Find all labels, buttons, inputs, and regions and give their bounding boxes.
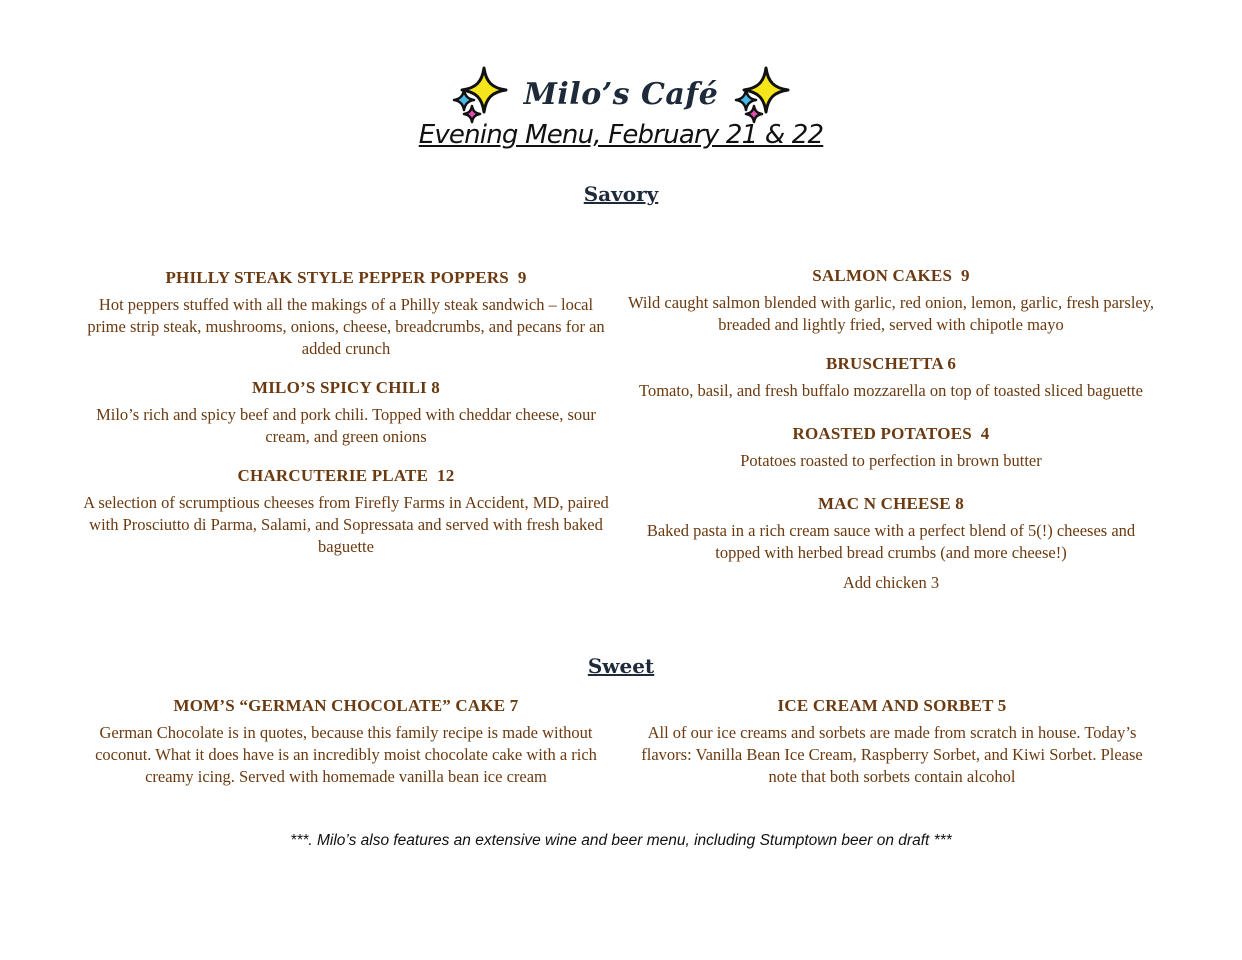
section-title-savory: Savory [583,182,659,206]
item-name: CHARCUTERIE PLATE 12 [237,466,455,485]
item-name: MAC N CHEESE 8 [818,494,964,513]
item-description: All of our ice creams and sorbets are made from scratch in house. Today’s flavors: Vanilla Bean Ice Cream, Raspberry Sorbet, and Kiwi Sorbet. Please note that both sorbets contain alcohol [641,723,1143,786]
item-description: Tomato, basil, and fresh buffalo mozzarella on top of toasted sliced baguette [639,381,1143,400]
sweet-left-column [82,696,610,802]
menu-item [82,696,610,788]
item-name: SALMON CAKES 9 [812,266,970,285]
item-description: Wild caught salmon blended with garlic, red onion, lemon, garlic, fresh parsley, breaded and lightly fried, served with chipotle mayo [627,293,1155,334]
footer-note: ***. Milo’s also features an extensive wine and beer menu, including Stumptown beer on draft *** [290,832,952,849]
menu-item [626,354,1156,402]
menu-item [82,268,610,360]
item-description: Baked pasta in a rich cream sauce with a perfect blend of 5(!) cheeses and topped with herbed bread crumbs (and more cheese!) [646,521,1136,562]
sparkles-icon [732,64,792,124]
item-description: German Chocolate is in quotes, because this family recipe is made without coconut. What it does have is an incredibly moist chocolate cake with a rich creamy icing. Served with homemade vanilla bean ice cream [95,723,597,786]
item-name: PHILLY STEAK STYLE PEPPER POPPERS 9 [165,268,527,287]
item-description: Potatoes roasted to perfection in brown butter [740,451,1042,470]
sweet-right-column [630,696,1154,802]
item-name: MOM’S “GERMAN CHOCOLATE” CAKE 7 [173,696,519,715]
menu-item [82,466,610,558]
section-title-sweet: Sweet [587,654,655,678]
menu-header [0,62,1242,150]
savory-right-column [626,266,1156,608]
menu-item [630,696,1154,788]
item-description: Milo’s rich and spicy beef and pork chili. Topped with cheddar cheese, sour cream, and green onions [96,405,596,446]
sparkles-icon [450,64,510,124]
item-description: Hot peppers stuffed with all the makings of a Philly steak sandwich – local prime strip steak, mushrooms, onions, cheese, breadcrumbs, and pecans for an added crunch [87,295,605,358]
item-description: A selection of scrumptious cheeses from Firefly Farms in Accident, MD, paired with Prosciutto di Parma, Salami, and Sopressata and served with fresh baked baguette [83,493,609,556]
title-row [0,62,1242,126]
cafe-name: Milo’s Café [523,76,719,112]
menu-item [626,424,1156,472]
menu-item [626,494,1156,594]
menu-subtitle: Evening Menu, February 21 & 22 [418,120,824,150]
item-name: ROASTED POTATOES 4 [792,424,990,443]
savory-left-column [82,268,610,572]
menu-item [626,266,1156,336]
item-name: BRUSCHETTA 6 [825,354,957,373]
item-name: ICE CREAM AND SORBET 5 [777,696,1007,715]
menu-item [82,378,610,448]
item-name: MILO’S SPICY CHILI 8 [251,378,441,397]
item-addon: Add chicken 3 [842,573,940,592]
